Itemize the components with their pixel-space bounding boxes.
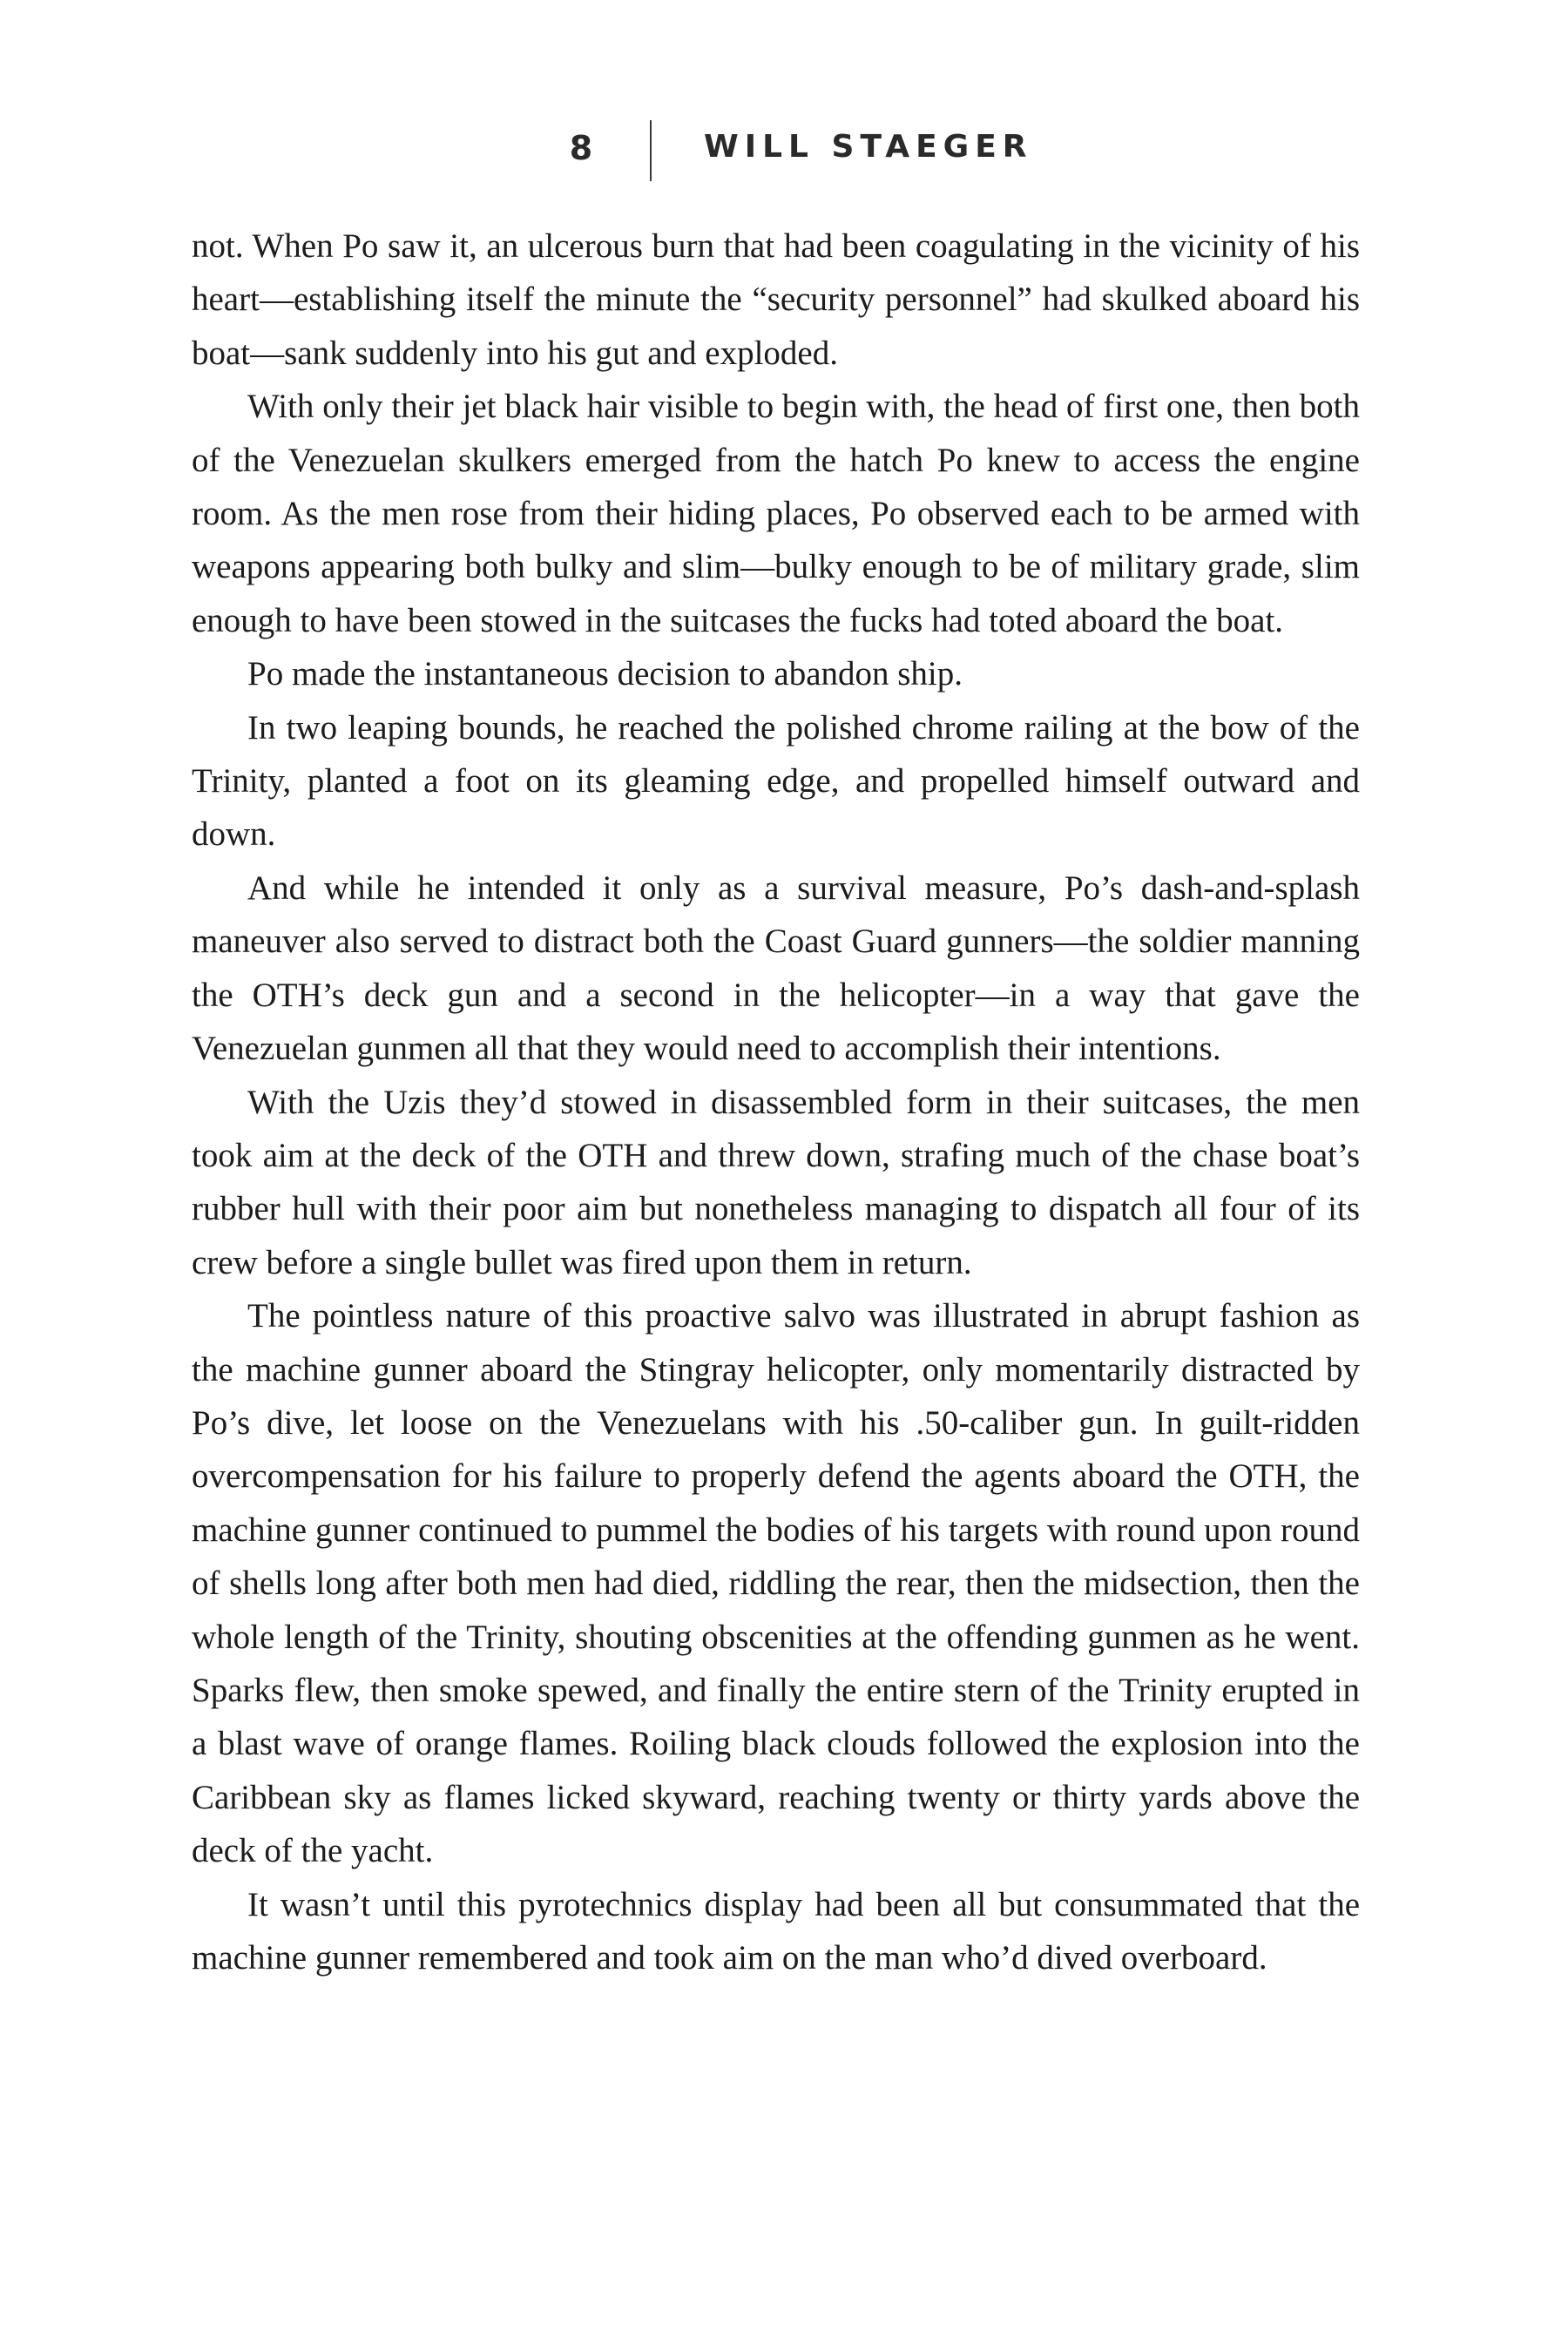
paragraph: not. When Po saw it, an ulcerous burn that had been coagulating in the vicinity of his heart—establishing itself the minute the “security personnel” had skulked aboard his boat—sank suddenly into his gut and exploded.	[192, 227, 1360, 372]
header-divider	[650, 120, 652, 181]
paragraph: In two leaping bounds, he reached the polished chrome railing at the bow of the Trinity, planted a foot on its gleaming edge, and propelled himself outward and down.	[192, 708, 1360, 854]
paragraph: Po made the instantaneous decision to abandon ship.	[247, 655, 963, 693]
paragraph: And while he intended it only as a survival measure, Po’s dash-and-splash maneuver also served to distract both the Coast Guard gunners—the soldier manning the OTH’s deck gun and a second in the helicopter—in a way that gave the Venezuelan gunmen all that they would need to accomplish their intentions.	[192, 868, 1360, 1068]
body-text	[192, 220, 1360, 1984]
paragraph: With the Uzis they’d stowed in disassembled form in their suitcases, the men took aim at the deck of the OTH and threw down, strafing much of the chase boat’s rubber hull with their poor aim but nonetheless managing to dispatch all four of its crew before a single bullet was fired upon them in return.	[192, 1083, 1360, 1281]
page-number: 8	[569, 129, 595, 167]
paragraph: It wasn’t until this pyrotechnics display had been all but consummated that the machine gunner remembered and took aim on the man who’d dived overboard.	[192, 1885, 1360, 1977]
running-head	[0, 120, 1568, 181]
author-name: WILL STAEGER	[704, 129, 1033, 165]
paragraph: With only their jet black hair visible to begin with, the head of first one, then both of the Venezuelan skulkers emerged from the hatch Po knew to access the engine room. As the men rose from their hiding places, Po observed each to be armed with weapons appearing both bulky and slim—bulky enough to be of military grade, slim enough to have been stowed in the suitcases the fucks had toted aboard the boat.	[192, 388, 1360, 639]
paragraph: The pointless nature of this proactive salvo was illustrated in abrupt fashion as the machine gunner aboard the Stingray helicopter, only momentarily distracted by Po’s dive, let loose on the Venezuelans with his .50-caliber gun. In guilt-ridden overcompensation for his failure to properly defend the agents aboard the OTH, the machine gunner continued to pummel the bodies of his targets with round upon round of shells long after both men had died, riddling the rear, then the midsection, then the whole length of the Trinity, shouting obscenities at the offending gunmen as he went. Sparks flew, then smoke spewed, and finally the entire stern of the Trinity erupted in a blast wave of orange flames. Roiling black clouds followed the explosion into the Caribbean sky as flames licked skyward, reaching twenty or thirty yards above the deck of the yacht.	[192, 1297, 1360, 1870]
